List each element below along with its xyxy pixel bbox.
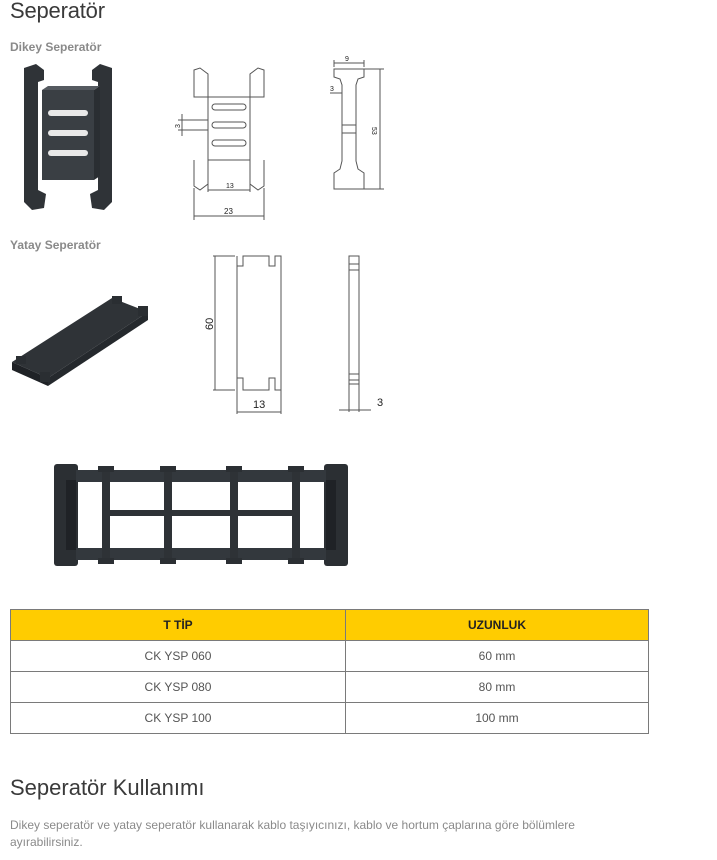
vertical-width-dimension: 23 [224, 207, 233, 216]
table-cell-type: CK YSP 080 [11, 672, 346, 703]
assembled-separator-render [52, 462, 350, 568]
table-row [11, 703, 649, 734]
horizontal-separator-render [8, 290, 153, 390]
table-cell-type: CK YSP 100 [11, 703, 346, 734]
table-cell-length: 60 mm [346, 641, 649, 672]
vertical-thickness-dimension: 3 [330, 86, 334, 93]
vertical-separator-side-drawing [320, 55, 390, 195]
table-cell-length: 80 mm [346, 672, 649, 703]
column-header-type: T TİP [11, 610, 346, 641]
usage-section-text: Dikey seperatör ve yatay seperatör kullanarak kablo taşıyıcınızı, kablo ve hortum çaplarına göre bölümlere ayırabilirsiniz. [10, 818, 575, 849]
separator-spec-table [10, 609, 649, 734]
vertical-gap-dimension: 3 [175, 124, 182, 128]
vertical-separator-title: Dikey Seperatör [10, 40, 102, 54]
table-row [11, 672, 649, 703]
vertical-separator-render [18, 60, 118, 215]
horizontal-thickness-dimension: 3 [377, 397, 384, 409]
table-cell-type: CK YSP 060 [11, 641, 346, 672]
column-header-length: UZUNLUK [346, 610, 649, 641]
horizontal-separator-title: Yatay Seperatör [10, 238, 101, 252]
horizontal-separator-side-drawing [335, 250, 395, 415]
usage-section-title: Seperatör Kullanımı [10, 775, 205, 800]
page-title: Seperatör [10, 0, 105, 23]
horizontal-separator-front-drawing [195, 250, 295, 420]
vertical-separator-front-drawing [168, 62, 276, 222]
table-cell-length: 100 mm [346, 703, 649, 734]
horizontal-width-dimension: 13 [253, 399, 266, 411]
horizontal-height-dimension: 60 [204, 317, 216, 330]
vertical-height-dimension: 53 [370, 127, 377, 135]
table-row [11, 641, 649, 672]
vertical-top-dimension: 9 [345, 56, 349, 63]
vertical-inner-dimension: 13 [226, 183, 234, 190]
table-header-row [11, 610, 649, 641]
